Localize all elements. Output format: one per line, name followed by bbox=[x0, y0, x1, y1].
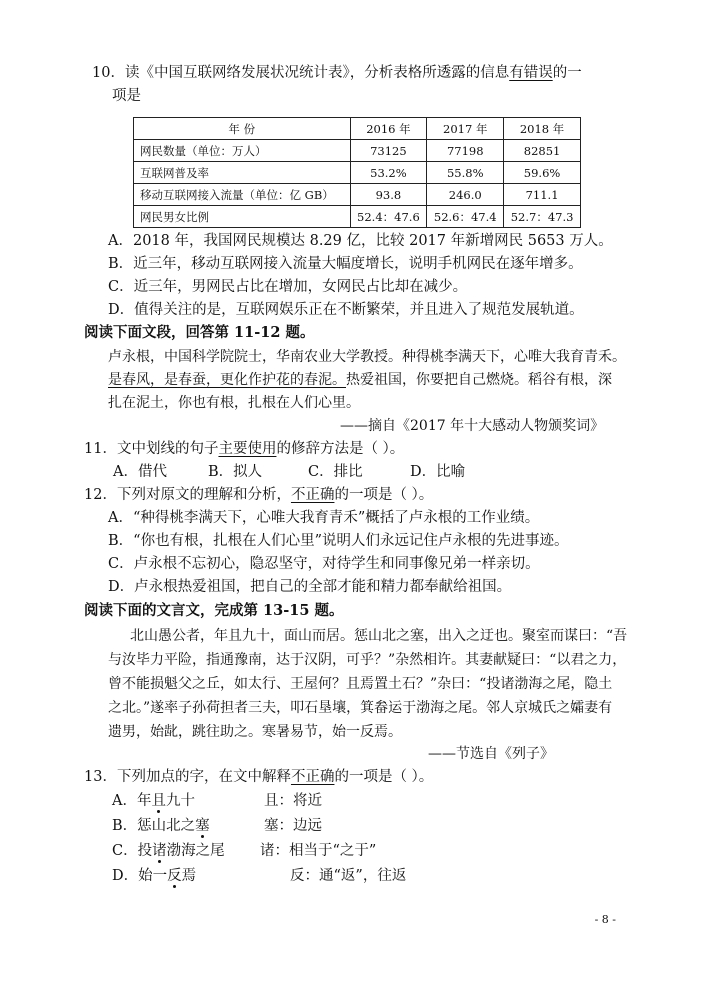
q13-option-c bbox=[112, 840, 225, 862]
q11-option-d: D．比喻 bbox=[410, 464, 466, 480]
q13-stem-underlined: 不正确 bbox=[290, 769, 335, 785]
q12-option-c: C．卢永根不忘初心，隐忍坚守，对待学生和同事像兄弟一样亲切。 bbox=[108, 556, 540, 572]
table-cell: 52.4：47.6 bbox=[350, 206, 427, 228]
table-row bbox=[134, 140, 581, 162]
q12-option-d: D．卢永根热爱祖国，把自己的全部才能和精力都奉献给祖国。 bbox=[108, 579, 512, 595]
table-cell: 互联网普及率 bbox=[134, 162, 351, 184]
q10-option-c: C．近三年，男网民占比在增加，女网民占比却在减少。 bbox=[108, 279, 468, 295]
reading1-source: ——摘自《2017 年十大感动人物颁奖词》 bbox=[340, 418, 605, 434]
table-header-row bbox=[134, 118, 581, 140]
q10-stem-underlined: 有错误 bbox=[509, 65, 553, 81]
q13-option-b-gloss: 塞：边远 bbox=[264, 818, 322, 834]
table-cell: 53.2% bbox=[350, 162, 427, 184]
q10-stem-text: 10．读《中国互联网络发展状况统计表》，分析表格所透露的信息 bbox=[92, 65, 510, 81]
table-cell: 52.7：47.3 bbox=[504, 206, 581, 228]
option-text: 惩山北之 bbox=[137, 818, 196, 834]
option-text: 年 bbox=[136, 793, 152, 809]
reading2-heading: 阅读下面的文言文，完成第 13-15 题。 bbox=[84, 602, 344, 619]
q11-stem-tail: 的修辞方法是（ ）。 bbox=[276, 441, 405, 457]
table-cell: 246.0 bbox=[427, 184, 504, 206]
internet-stats-table bbox=[133, 117, 581, 228]
option-text: 焉 bbox=[181, 868, 197, 884]
q13-option-c-gloss: 诸：相当于“之于” bbox=[260, 843, 377, 859]
reading2-line1: 北山愚公者，年且九十，面山而居。惩山北之塞，出入之迂也。聚室而谋曰：“吾 bbox=[130, 628, 628, 644]
table-header-cell: 2018 年 bbox=[504, 118, 581, 140]
option-text: 九十 bbox=[165, 793, 195, 809]
reading2-line3: 曾不能损魁父之丘，如太行、王屋何？且焉置土石？”杂曰：“投诸渤海之尾，隐土 bbox=[108, 676, 613, 692]
reading1-line2 bbox=[108, 369, 612, 391]
q12-stem-underlined: 不正确 bbox=[290, 487, 335, 503]
table-cell: 77198 bbox=[427, 140, 504, 162]
page-number: - 8 - bbox=[594, 913, 616, 926]
table-cell: 93.8 bbox=[350, 184, 427, 206]
table-row bbox=[134, 162, 581, 184]
reading1-heading: 阅读下面文段，回答第 11-12 题。 bbox=[84, 324, 315, 341]
q13-option-d-gloss: 反：通“返”，往返 bbox=[290, 868, 407, 884]
table-cell: 移动互联网接入流量（单位：亿 GB） bbox=[134, 184, 351, 206]
q11-stem bbox=[84, 438, 404, 460]
table-header-cell: 年 份 bbox=[134, 118, 351, 140]
q10-option-b: B．近三年，移动互联网接入流量大幅度增长，说明手机网民在逐年增多。 bbox=[108, 256, 583, 272]
option-text: 始一 bbox=[138, 868, 168, 884]
q11-option-a: A．借代 bbox=[113, 464, 167, 480]
reading2-source: ——节选自《列子》 bbox=[428, 746, 554, 762]
table-cell: 55.8% bbox=[427, 162, 504, 184]
q10-stem-line2: 项是 bbox=[112, 88, 141, 104]
table-header-cell: 2016 年 bbox=[350, 118, 427, 140]
q11-option-c: C．排比 bbox=[308, 464, 363, 480]
q10-stem-line1 bbox=[92, 62, 582, 84]
q13-option-d bbox=[112, 865, 196, 887]
table-cell: 82851 bbox=[504, 140, 581, 162]
q13-option-a bbox=[112, 790, 195, 812]
option-label: C． bbox=[112, 843, 138, 859]
table-cell: 711.1 bbox=[504, 184, 581, 206]
dotted-char: 诸 bbox=[152, 843, 167, 859]
table-cell: 73125 bbox=[350, 140, 427, 162]
q11-stem-underlined: 主要使用 bbox=[218, 441, 277, 457]
option-text: 投 bbox=[137, 843, 153, 859]
table-row bbox=[134, 184, 581, 206]
table-row bbox=[134, 206, 581, 228]
table-cell: 网民男女比例 bbox=[134, 206, 351, 228]
reading2-line5: 遗男，始龀，跳往助之。寒暑易节，始一反焉。 bbox=[108, 724, 402, 740]
reading2-line2: 与汝毕力平险，指通豫南，达于汉阴，可乎？”杂然相许。其妻献疑曰：“以君之力， bbox=[108, 652, 627, 668]
q11-option-b: B．拟人 bbox=[208, 464, 263, 480]
q13-option-a-gloss: 且：将近 bbox=[264, 793, 322, 809]
dotted-char: 塞 bbox=[195, 818, 210, 834]
reading2-line4: 之北。”遂率子孙荷担者三夫，叩石垦壤，箕畚运于渤海之尾。邻人京城氏之孀妻有 bbox=[108, 700, 613, 716]
option-label: A． bbox=[112, 793, 137, 809]
option-text: 渤海之尾 bbox=[166, 843, 225, 859]
q12-stem bbox=[84, 484, 433, 506]
option-label: B． bbox=[112, 818, 138, 834]
q10-stem-tail: 的一 bbox=[552, 65, 582, 81]
q12-option-a: A．“种得桃李满天下，心唯大我育青禾”概括了卢永根的工作业绩。 bbox=[108, 510, 540, 526]
dotted-char: 且 bbox=[151, 793, 166, 809]
q12-stem-text: 12．下列对原文的理解和分析， bbox=[84, 487, 291, 503]
table-cell: 59.6% bbox=[504, 162, 581, 184]
table-cell: 52.6：47.4 bbox=[427, 206, 504, 228]
dotted-char: 反 bbox=[167, 868, 182, 884]
q13-option-b bbox=[112, 815, 210, 837]
q10-option-d: D．值得关注的是，互联网娱乐正在不断繁荣，并且进入了规范发展轨道。 bbox=[108, 302, 584, 318]
reading1-line3: 扎在泥土，你也有根，扎根在人们心里。 bbox=[108, 395, 360, 411]
q12-option-b: B．“你也有根，扎根在人们心里”说明人们永远记住卢永根的先进事迹。 bbox=[108, 533, 569, 549]
reading1-line2-rest: 热爱祖国，你要把自己燃烧。稻谷有根，深 bbox=[346, 372, 612, 388]
q12-stem-tail: 的一项是（ ）。 bbox=[334, 487, 434, 503]
q11-stem-text: 11．文中划线的句子 bbox=[84, 441, 219, 457]
table-cell: 网民数量（单位：万人） bbox=[134, 140, 351, 162]
option-label: D． bbox=[112, 868, 139, 884]
reading1-underlined-sentence: 是春风，是春蚕，更化作护花的春泥。 bbox=[108, 372, 346, 388]
reading1-line1: 卢永根，中国科学院院士，华南农业大学教授。种得桃李满天下，心唯大我育青禾。 bbox=[108, 349, 626, 365]
q10-option-a: A．2018 年，我国网民规模达 8.29 亿，比较 2017 年新增网民 5653 万人。 bbox=[108, 233, 613, 249]
q13-stem bbox=[84, 766, 433, 788]
table-header-cell: 2017 年 bbox=[427, 118, 504, 140]
q13-stem-text: 13．下列加点的字，在文中解释 bbox=[84, 769, 291, 785]
q13-stem-tail: 的一项是（ ）。 bbox=[334, 769, 434, 785]
